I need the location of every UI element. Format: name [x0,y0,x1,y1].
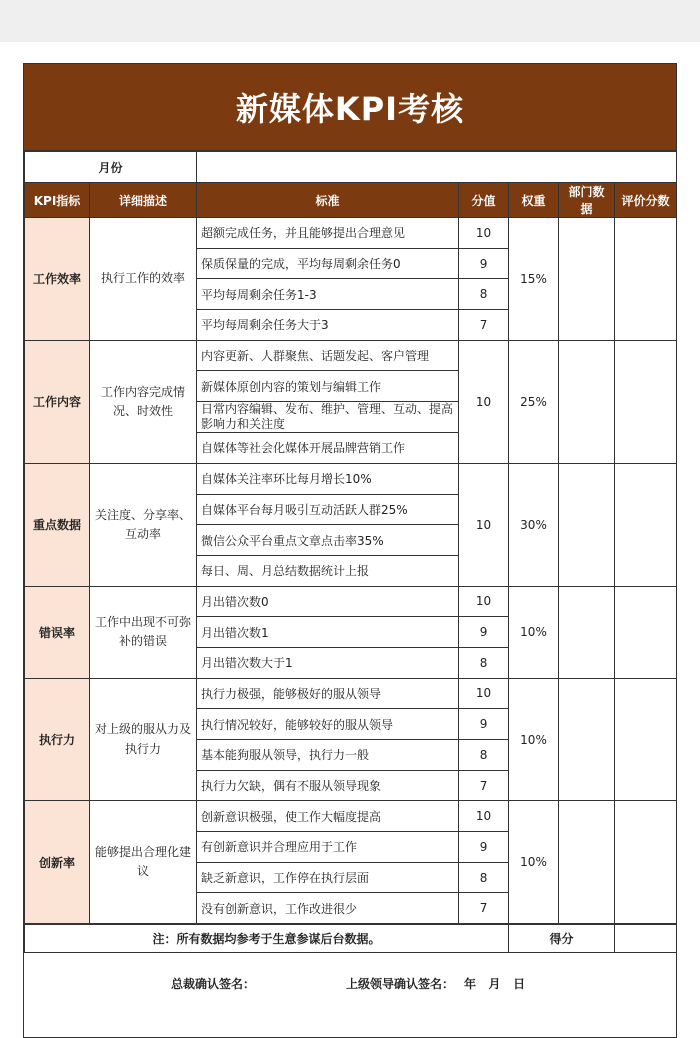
total-label: 得分 [509,925,615,953]
president-sign-label: 总裁确认签名： [171,977,256,992]
header-weight: 权重 [509,183,559,218]
sign-date: 年 月 日 [464,977,526,992]
kpi-weight: 10% [509,586,559,678]
header-kpi: KPI指标 [25,183,90,218]
kpi-score: 7 [459,310,509,341]
kpi-sheet [23,63,677,1038]
table-row [25,340,677,371]
dept-data-cell[interactable] [559,586,615,678]
kpi-criterion: 日常内容编辑、发布、维护、管理、互动、提高影响力和关注度 [197,402,459,433]
kpi-score: 8 [459,647,509,678]
kpi-criterion: 执行力极强，能够极好的服从领导 [197,678,459,709]
kpi-criterion: 平均每周剩余任务大于3 [197,310,459,341]
kpi-criterion: 新媒体原创内容的策划与编辑工作 [197,371,459,402]
kpi-criterion: 内容更新、人群聚焦、话题发起、客户管理 [197,340,459,371]
kpi-criterion: 没有创新意识，工作改进很少 [197,893,459,924]
dept-data-cell[interactable] [559,463,615,586]
kpi-weight: 15% [509,218,559,341]
kpi-score: 9 [459,617,509,648]
kpi-criterion: 每日、周、月总结数据统计上报 [197,555,459,586]
kpi-description: 能够提出合理化建议 [90,801,197,924]
eval-score-cell[interactable] [615,463,677,586]
kpi-score: 8 [459,740,509,771]
note-text: 注：所有数据均参考于生意参谋后台数据。 [25,925,509,953]
total-value[interactable] [615,925,677,953]
kpi-criterion: 月出错次数1 [197,617,459,648]
kpi-score: 10 [459,218,509,249]
kpi-score: 9 [459,709,509,740]
eval-score-cell[interactable] [615,801,677,924]
kpi-description: 对上级的服从力及执行力 [90,678,197,801]
table-row [25,678,677,709]
dept-data-cell[interactable] [559,801,615,924]
month-value[interactable] [197,152,677,183]
eval-score-cell[interactable] [615,586,677,678]
kpi-score: 7 [459,893,509,924]
kpi-weight: 10% [509,801,559,924]
kpi-criterion: 超额完成任务，并且能够提出合理意见 [197,218,459,249]
sheet-title: 新媒体KPI考核 [24,64,676,151]
leader-sign-label: 上级领导确认签名： [346,977,455,992]
month-label: 月份 [25,152,197,183]
dept-data-cell[interactable] [559,678,615,801]
kpi-score: 10 [459,678,509,709]
kpi-criterion: 自媒体关注率环比每月增长10% [197,463,459,494]
kpi-score: 8 [459,862,509,893]
kpi-score: 10 [459,463,509,586]
kpi-criterion: 保质保量的完成，平均每周剩余任务0 [197,248,459,279]
header-criterion: 标准 [197,183,459,218]
header-score: 分值 [459,183,509,218]
signature-area [24,953,676,1037]
dept-data-cell[interactable] [559,218,615,341]
table-row [25,586,677,617]
kpi-description: 工作内容完成情况、时效性 [90,340,197,463]
kpi-criterion: 月出错次数大于1 [197,647,459,678]
kpi-criterion: 缺乏新意识，工作停在执行层面 [197,862,459,893]
eval-score-cell[interactable] [615,218,677,341]
month-row [25,152,677,183]
kpi-description: 工作中出现不可弥补的错误 [90,586,197,678]
kpi-weight: 30% [509,463,559,586]
kpi-score: 10 [459,340,509,463]
kpi-category: 创新率 [25,801,90,924]
kpi-category: 重点数据 [25,463,90,586]
kpi-criterion: 月出错次数0 [197,586,459,617]
kpi-category: 错误率 [25,586,90,678]
kpi-description: 执行工作的效率 [90,218,197,341]
dept-data-cell[interactable] [559,340,615,463]
table-row [25,218,677,249]
kpi-criterion: 执行情况较好，能够较好的服从领导 [197,709,459,740]
table-row [25,463,677,494]
kpi-weight: 25% [509,340,559,463]
kpi-category: 执行力 [25,678,90,801]
table-row [25,801,677,832]
kpi-weight: 10% [509,678,559,801]
kpi-criterion: 有创新意识并合理应用于工作 [197,832,459,863]
kpi-criterion: 平均每周剩余任务1-3 [197,279,459,310]
header-eval-score: 评价分数 [615,183,677,218]
eval-score-cell[interactable] [615,678,677,801]
kpi-criterion: 自媒体等社会化媒体开展品牌营销工作 [197,433,459,464]
kpi-score: 9 [459,248,509,279]
kpi-score: 9 [459,832,509,863]
kpi-criterion: 创新意识极强，使工作大幅度提高 [197,801,459,832]
kpi-score: 10 [459,586,509,617]
header-row [25,183,677,218]
footer-table [24,924,677,953]
note-row [25,925,677,953]
kpi-description: 关注度、分享率、互动率 [90,463,197,586]
header-description: 详细描述 [90,183,197,218]
kpi-category: 工作内容 [25,340,90,463]
kpi-score: 7 [459,770,509,801]
top-band [0,0,700,42]
kpi-criterion: 基本能狗服从领导，执行力一般 [197,740,459,771]
kpi-table [24,151,677,924]
kpi-criterion: 自媒体平台每月吸引互动活跃人群25% [197,494,459,525]
kpi-score: 10 [459,801,509,832]
kpi-category: 工作效率 [25,218,90,341]
kpi-criterion: 执行力欠缺，偶有不服从领导现象 [197,770,459,801]
eval-score-cell[interactable] [615,340,677,463]
header-dept-data: 部门数据 [559,183,615,218]
kpi-score: 8 [459,279,509,310]
kpi-criterion: 微信公众平台重点文章点击率35% [197,525,459,556]
